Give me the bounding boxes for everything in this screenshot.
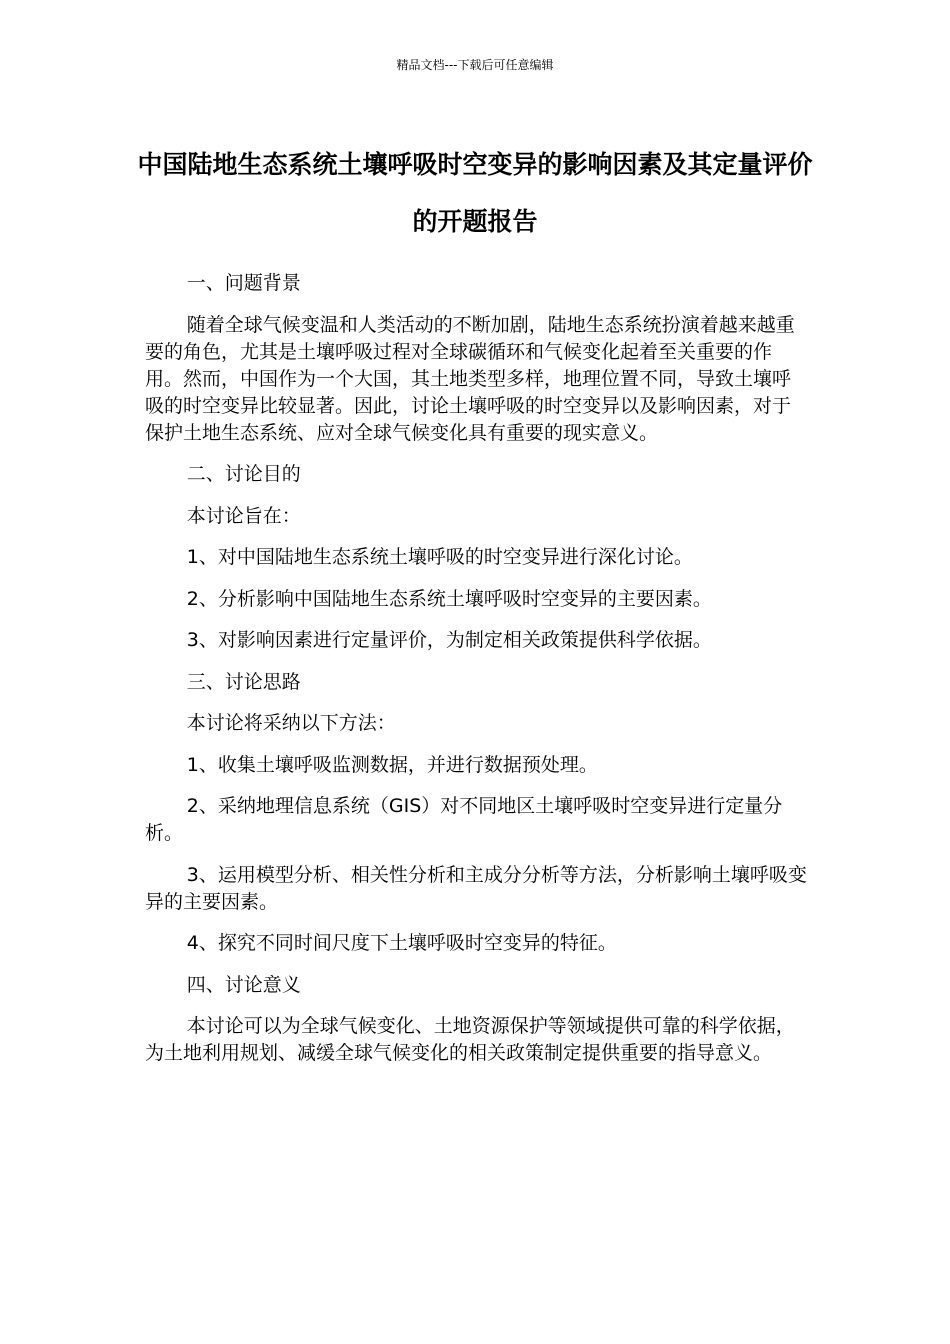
- document-body: [145, 270, 807, 1082]
- approach-item-1: 1、收集土壤呼吸监测数据，并进行数据预处理。: [186, 753, 598, 776]
- document-title: 中国陆地生态系统土壤呼吸时空变异的影响因素及其定量评价的开题报告: [137, 150, 813, 236]
- section-heading-approach: 三、讨论思路: [186, 670, 301, 693]
- section-heading-significance: 四、讨论意义: [186, 973, 301, 996]
- page-header-note: 精品文档---下载后可任意编辑: [396, 58, 554, 72]
- paragraph-approach-intro: 本讨论将采纳以下方法：: [186, 712, 396, 734]
- paragraph-purpose-intro: 本讨论旨在：: [186, 504, 301, 527]
- approach-item-4: 4、探究不同时间尺度下土壤呼吸时空变异的特征。: [186, 932, 617, 954]
- purpose-item-2: 2、分析影响中国陆地生态系统土壤呼吸时空变异的主要因素。: [186, 587, 712, 610]
- section-heading-purpose: 二、讨论目的: [186, 463, 301, 485]
- approach-item-3: 3、运用模型分析、相关性分析和主成分分析等方法，分析影响土壤呼吸变异的主要因素。: [145, 863, 807, 913]
- purpose-item-1: 1、对中国陆地生态系统土壤呼吸的时空变异进行深化讨论。: [186, 546, 693, 568]
- purpose-item-3: 3、对影响因素进行定量评价，为制定相关政策提供科学依据。: [186, 629, 712, 651]
- approach-item-2: 2、采纳地理信息系统（GIS）对不同地区土壤呼吸时空变异进行定量分析。: [145, 795, 783, 844]
- paragraph-significance: 本讨论可以为全球气候变化、土地资源保护等领域提供可靠的科学依据，为土地利用规划、减缓全球气候变化的相关政策制定提供重要的指导意义。: [145, 1015, 795, 1064]
- section-heading-background: 一、问题背景: [186, 272, 301, 294]
- paragraph-background: 随着全球气候变温和人类活动的不断加剧，陆地生态系统扮演着越来越重要的角色，尤其是土壤呼吸过程对全球碳循环和气候变化起着至关重要的作用。然而，中国作为一个大国，其土地类型多样，地理位置不同，导致土壤呼吸的时空变异比较显著。因此，讨论土壤呼吸的时空变异以及影响因素，对于保护土地生态系统、应对全球气候变化具有重要的现实意义。: [145, 313, 795, 444]
